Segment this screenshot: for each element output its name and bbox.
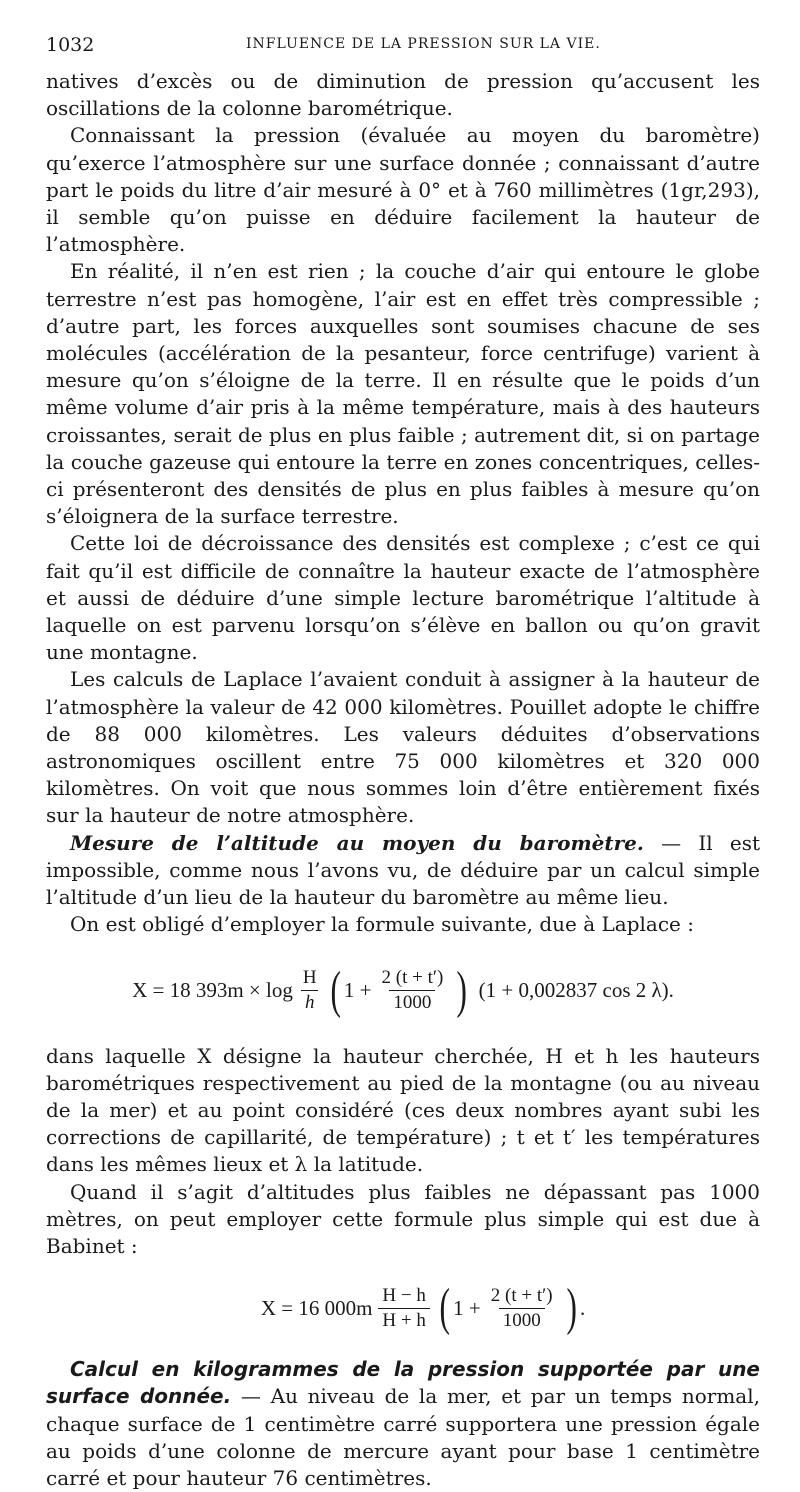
formula2-ratio-num: H − h xyxy=(382,1284,426,1306)
babinet-formula xyxy=(46,1260,760,1356)
paragraph-density-law: Cette loi de décroissance des densités est complexe ; c’est ce qui fait qu’il est difficile de connaître la hauteur exacte de l’atmosphère et aussi de déduire d’une simple lecture barométrique l’altitude à laquelle on est parvenu lorsqu’on s’élève en ballon ou qu’on gravit une montagne. xyxy=(46,531,760,665)
paragraph-pressure: Connaissant la pression (évaluée au moyen du baromètre) qu’exerce l’atmosphère sur une surface donnée ; connaissant d’autre part le poids du litre d’air mesuré à 0° et à 760 millimètres (1gr,293), il semble qu’on puisse en déduire facilement la hauteur de l’atmosphère. xyxy=(46,123,760,257)
formula2-ratio xyxy=(378,1284,429,1333)
section-text-pressure: — Au niveau de la mer, et par un temps normal, chaque surface de 1 centimètre carré supportera une pression égale au poids d’une colonne de mercure ayant pour base 1 centimètre carré et pour hauteur 76 centimètres. xyxy=(46,1384,760,1490)
formula1-ratio-num: H xyxy=(302,967,317,988)
section-pressure-calc xyxy=(46,1356,760,1492)
section-altitude xyxy=(46,830,760,912)
formula2-open-paren: ( xyxy=(439,1279,450,1337)
formula2-lhs: X = 16 000m xyxy=(260,1295,373,1320)
paragraph-babinet-intro: Quand il s’agit d’altitudes plus faibles ne dépassant pas 1000 mètres, on peut employer cette formule plus simple qui est due à Babinet : xyxy=(46,1179,760,1258)
section-title-altitude: Mesure de l’altitude au moyen du baromètre. xyxy=(70,830,644,855)
formula1-close-paren: ) xyxy=(456,961,468,1019)
formula1-temp-den: 1000 xyxy=(389,990,435,1015)
formula1-ratio-den: h xyxy=(301,990,319,1015)
paragraph-laplace-calc: Les calculs de Laplace l’avaient conduit à assigner à la hauteur de l’atmosphère la valeur de 42 000 kilomètres. Pouillet adopte le chiffre de 88 000 kilomètres. Les valeurs déduites d’observations astronomiques oscillent entre 75 000 kilomètres et 320 000 kilomètres. On voit que nous sommes loin d’être entièrement fixés sur la hauteur de notre atmosphère. xyxy=(46,667,760,828)
section-text-altitude: — Il est impossible, comme nous l’avons vu, de déduire par un calcul simple l’altitude d’un lieu de la hauteur du baromètre au même lieu. xyxy=(46,830,761,910)
running-title: INFLUENCE DE LA PRESSION SUR LA VIE. xyxy=(246,36,601,52)
page-number: 1032 xyxy=(46,34,95,56)
formula2-one: 1 + xyxy=(453,1295,481,1320)
paragraph-variables: dans laquelle X désigne la hauteur cherchée, H et h les hauteurs barométriques respectivement au pied de la montagne (ou au niveau de la mer) et au point considéré (ces deux nombres ayant subi les corrections de capillarité, de température) ; t et t′ les températures dans les mêmes lieux et λ la latitude. xyxy=(46,1043,760,1177)
formula1-lhs: X = 18 393m × log xyxy=(132,977,293,1002)
laplace-formula xyxy=(46,939,760,1043)
page-body xyxy=(46,68,760,1492)
formula2-temp-num: 2 (t + t′) xyxy=(490,1284,553,1306)
paragraph-laplace-formula-intro: On est obligé d’employer la formule suivante, due à Laplace : xyxy=(70,912,694,937)
formula2-temp-frac xyxy=(487,1284,557,1333)
page-header xyxy=(46,34,766,60)
formula1-ratio xyxy=(299,966,321,1015)
formula2-close-paren: ) xyxy=(566,1279,577,1337)
formula1-temp-num: 2 (t + t′) xyxy=(381,967,444,988)
paragraph-reality: En réalité, il n’en est rien ; la couche d’air qui entoure le globe terrestre n’est pas homogène, l’air est en effet très compressible ; d’autre part, les forces auxquelles sont soumises chacune de ses molécules (accélération de la pesanteur, force centrifuge) varient à mesure qu’on s’éloigne de la terre. Il en résulte que le poids d’un même volume d’air pris à la même température, mais à des hauteurs croissantes, serait de plus en plus faible ; autrement dit, si on partage la couche gazeuse qui entoure la terre en zones concentriques, celles-ci présenteront des densités de plus en plus faibles à mesure qu’on s’éloignera de la surface terrestre. xyxy=(46,259,760,529)
formula1-open-paren: ( xyxy=(330,961,341,1019)
formula1-temp-frac xyxy=(378,966,448,1015)
formula1-one: 1 + xyxy=(343,977,372,1002)
section-title-pressure: Calcul en kilogrammes de la pression supportée par une surface donnée. xyxy=(46,1357,760,1409)
formula2-tail: . xyxy=(579,1295,586,1320)
formula2-ratio-den: H + h xyxy=(378,1308,429,1333)
formula2-temp-den: 1000 xyxy=(499,1308,545,1333)
paragraph-continuation: natives d’excès ou de diminution de pression qu’accusent les oscillations de la colonne barométrique. xyxy=(46,69,760,121)
formula1-tail: (1 + 0,002837 cos 2 λ). xyxy=(478,977,674,1002)
